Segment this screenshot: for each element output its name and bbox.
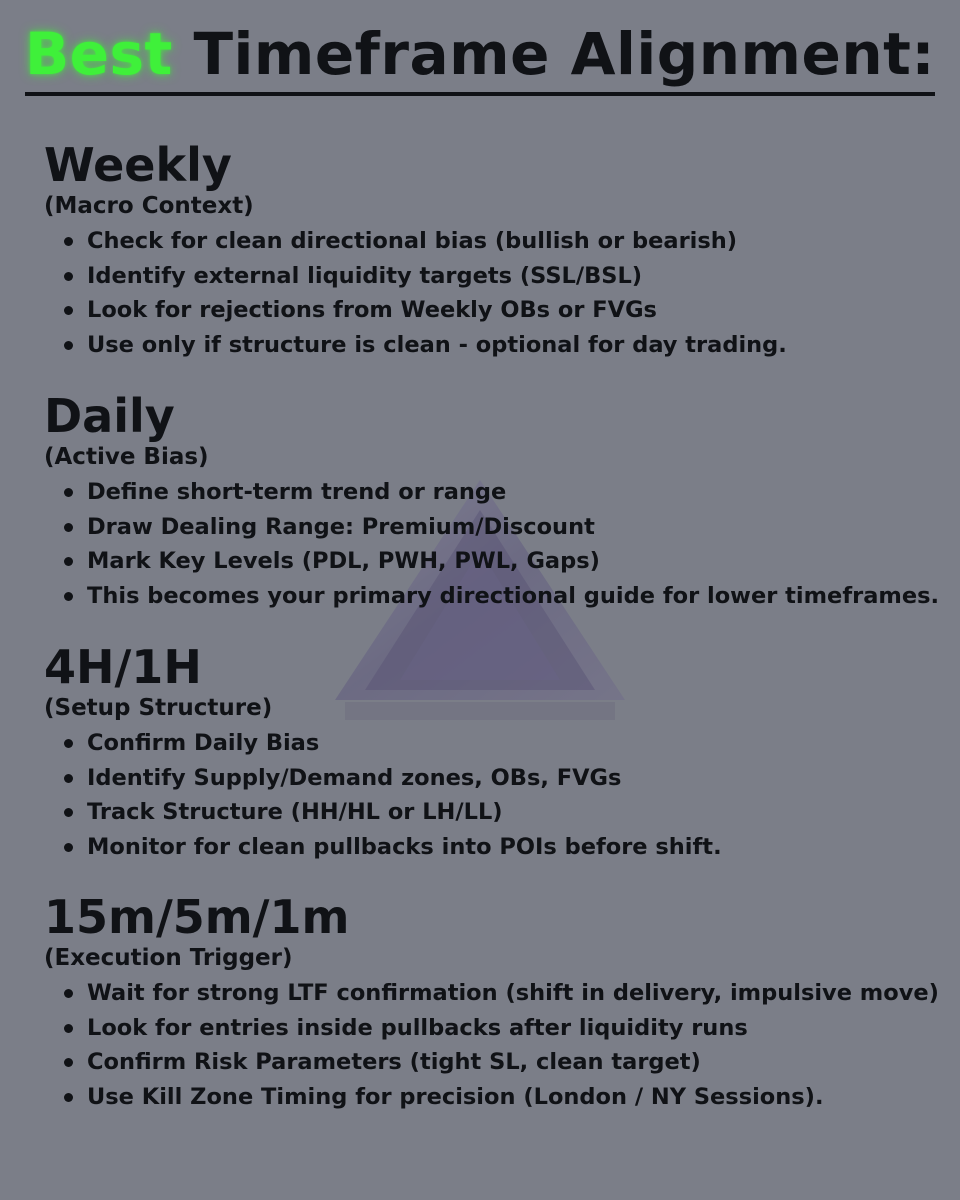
- section-daily: [44, 389, 940, 614]
- bullet-dot-icon: [64, 989, 73, 998]
- section-subheading: (Setup Structure): [44, 695, 273, 721]
- bullet-dot-icon: [64, 306, 73, 315]
- list-item: [64, 976, 939, 1011]
- section-heading: Daily: [44, 389, 175, 443]
- bullet-dot-icon: [64, 341, 73, 350]
- list-item: [64, 579, 940, 614]
- section-subheading: (Execution Trigger): [44, 945, 293, 971]
- bullet-dot-icon: [64, 523, 73, 532]
- list-item-text: Confirm Risk Parameters (tight SL, clean target): [87, 1049, 701, 1076]
- list-item: [64, 761, 924, 796]
- list-item: [64, 259, 924, 294]
- bullet-dot-icon: [64, 808, 73, 817]
- page-title-underlined: [25, 20, 935, 96]
- bullet-list: [44, 726, 924, 865]
- list-item: [64, 475, 924, 510]
- list-item-text: Identify Supply/Demand zones, OBs, FVGs: [87, 764, 622, 791]
- bullet-dot-icon: [64, 237, 73, 246]
- list-item-text: Check for clean directional bias (bullish or bearish): [87, 228, 738, 254]
- bullet-dot-icon: [64, 1058, 73, 1067]
- bullet-list: [44, 224, 924, 363]
- bullet-dot-icon: [64, 1093, 73, 1102]
- list-item: [64, 795, 924, 830]
- list-item: [64, 510, 924, 545]
- bullet-dot-icon: [64, 488, 73, 497]
- section-subheading: (Macro Context): [44, 193, 254, 219]
- list-item-text: Define short-term trend or range: [87, 479, 507, 505]
- section-subheading: (Active Bias): [44, 444, 209, 470]
- bullet-list: [44, 976, 939, 1115]
- list-item-text: Mark Key Levels (PDL, PWH, PWL, Gaps): [87, 548, 600, 575]
- list-item-text: Confirm Daily Bias: [87, 730, 320, 756]
- list-item-text: Look for rejections from Weekly OBs or FVGs: [87, 297, 657, 324]
- list-item: [64, 224, 924, 259]
- bullet-dot-icon: [64, 774, 73, 783]
- bullet-dot-icon: [64, 1024, 73, 1033]
- section-heading: Weekly: [44, 138, 232, 192]
- list-item: [64, 1011, 924, 1046]
- section-heading: 4H/1H: [44, 640, 202, 694]
- section-weekly: [44, 138, 924, 363]
- list-item: [64, 1045, 924, 1080]
- bullet-dot-icon: [64, 843, 73, 852]
- list-item-text: Look for entries inside pullbacks after liquidity runs: [87, 1014, 748, 1041]
- list-item-text: Track Structure (HH/HL or LH/LL): [87, 799, 503, 826]
- list-item-text: This becomes your primary directional guide for lower timeframes.: [87, 583, 940, 610]
- list-item-text: Draw Dealing Range: Premium/Discount: [87, 513, 595, 540]
- page-title: [0, 20, 960, 96]
- list-item: [64, 544, 924, 579]
- bullet-dot-icon: [64, 557, 73, 566]
- list-item: [64, 328, 924, 363]
- bullet-dot-icon: [64, 592, 73, 601]
- list-item-text: Monitor for clean pullbacks into POIs before shift.: [87, 834, 722, 861]
- list-item: [64, 830, 924, 865]
- bullet-dot-icon: [64, 739, 73, 748]
- list-item-text: Use Kill Zone Timing for precision (London / NY Sessions).: [87, 1084, 824, 1111]
- list-item-text: Wait for strong LTF confirmation (shift in delivery, impulsive move): [87, 980, 939, 1006]
- list-item: [64, 1080, 924, 1115]
- bullet-dot-icon: [64, 272, 73, 281]
- section-15m-5m-1m: [44, 890, 939, 1115]
- section-4h-1h: [44, 640, 924, 865]
- list-item-text: Identify external liquidity targets (SSL/BSL): [87, 262, 643, 289]
- title-rest: Timeframe Alignment:: [193, 20, 936, 88]
- list-item: [64, 293, 924, 328]
- section-heading: 15m/5m/1m: [44, 890, 350, 944]
- title-accent-word: Best: [24, 20, 173, 88]
- bullet-list: [44, 475, 940, 614]
- list-item-text: Use only if structure is clean - optional for day trading.: [87, 332, 787, 359]
- list-item: [64, 726, 924, 761]
